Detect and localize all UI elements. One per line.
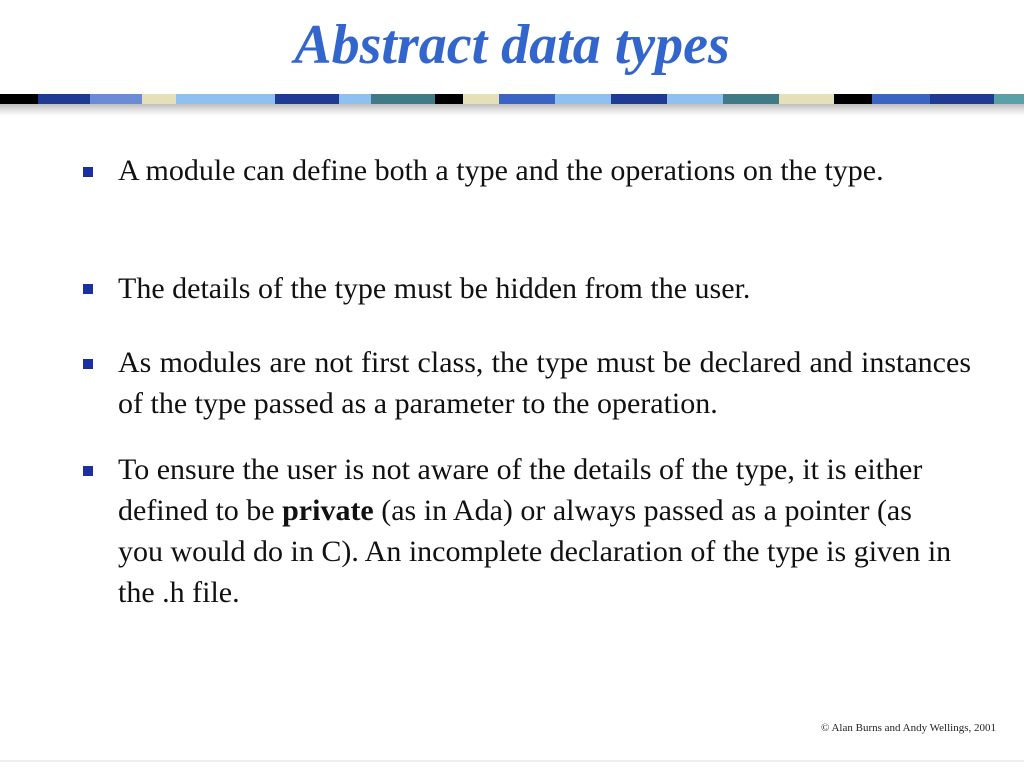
copyright-footer: © Alan Burns and Andy Wellings, 2001 [820, 722, 996, 734]
band-segment [371, 94, 435, 104]
square-bullet-icon [83, 284, 93, 294]
band-segment [555, 94, 611, 104]
band-segment [38, 94, 90, 104]
bullet-text [118, 449, 958, 613]
band-segment [872, 94, 930, 104]
band-segment [275, 94, 339, 104]
band-segment [0, 94, 38, 104]
band-segment [142, 94, 176, 104]
band-segment [994, 94, 1024, 104]
bullet-text-part: (as in Ada) or always passed as a pointer (as you would do in C). An incomplete declaration of the type is given in the .h file. [118, 494, 952, 609]
square-bullet-icon [83, 359, 93, 369]
bullet-text: The details of the type must be hidden from the user. [118, 272, 751, 305]
bottom-rule [0, 760, 1024, 762]
band-segment [611, 94, 667, 104]
square-bullet-icon [83, 466, 93, 476]
band-segment [779, 94, 835, 104]
bullet-text: A module can define both a type and the operations on the type. [118, 154, 884, 187]
band-segment [90, 94, 142, 104]
band-segment [176, 94, 276, 104]
band-segment [834, 94, 872, 104]
bullet-text: As modules are not first class, the type must be declared and instances of the type passed as a parameter to the operation. [118, 346, 971, 420]
title-divider-shadow [0, 104, 1024, 116]
square-bullet-icon [83, 167, 93, 177]
band-segment [723, 94, 779, 104]
band-segment [499, 94, 555, 104]
title-divider-band [0, 94, 1024, 104]
band-segment [435, 94, 463, 104]
band-segment [667, 94, 723, 104]
band-segment [930, 94, 994, 104]
band-segment [463, 94, 499, 104]
slide-title: Abstract data types [294, 14, 730, 76]
keyword-private: private [282, 494, 374, 527]
band-segment [339, 94, 371, 104]
bullet-text-part: To ensure the user is not aware of the details of the type, it is either defined to be [118, 453, 923, 527]
